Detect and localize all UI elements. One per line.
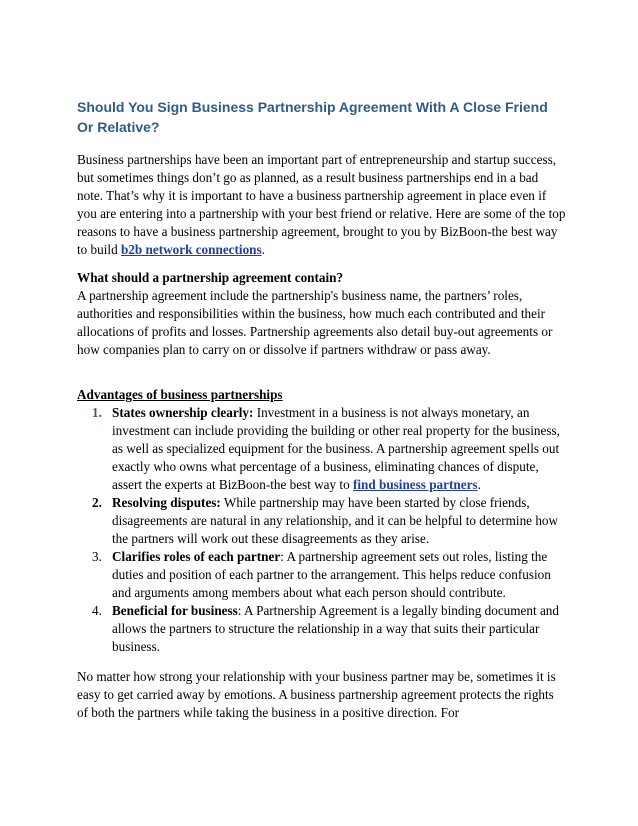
list-item-end: . — [477, 477, 481, 492]
list-item-label: States ownership clearly: — [112, 405, 254, 420]
list-item — [77, 602, 567, 656]
list-item — [77, 548, 567, 602]
document-title: Should You Sign Business Partnership Agreement With A Close Friend Or Relative? — [77, 99, 548, 135]
list-item-text: Investment in a business is not always monetary, an investment can include providing the building or other real property for the business, as well as specialized equipment for the business. A partnership agreement spells out exactly who owns what percentage of a business, eliminating chances of dispute, assert the experts at BizBoon-the best way to — [112, 405, 560, 492]
closing-paragraph: No matter how strong your relationship with your business partner may be, sometimes it is easy to get carried away by emotions. A business partnership agreement protects the rights of both the partners while taking the business in a positive direction. For — [77, 669, 556, 720]
b2b-network-link[interactable]: b2b network connections — [120, 242, 262, 257]
section-heading-contents: What should a partnership agreement contain? — [77, 270, 344, 285]
list-item — [77, 494, 567, 548]
intro-text: Business partnerships have been an important part of entrepreneurship and startup success, but sometimes things don’t go as planned, as a result business partnerships end in a bad note. That’s why it is important to have a business partnership agreement in place even if you are entering into a partnership with your best friend or relative. Here are some of the top reasons to have a business partnership agreement, brought to you by BizBoon-the best way to build — [77, 152, 566, 257]
intro-paragraph — [77, 151, 567, 259]
contents-paragraph: A partnership agreement include the partnership's business name, the partners’ roles, authorities and responsibilities within the business, how much each contributed and their allocations of profits and losses. Partnership agreements also detail buy-out agreements or how companies plan to carry on or dissolve if partners withdraw or pass away. — [77, 288, 553, 357]
section-heading-advantages: Advantages of business partnerships — [77, 387, 283, 402]
list-item-label: Beneficial for business — [112, 603, 238, 618]
list-number: 1. — [92, 405, 102, 420]
list-item-label: Clarifies roles of each partner — [112, 549, 281, 564]
list-item — [77, 404, 567, 494]
intro-end: . — [261, 242, 265, 257]
list-number: 2. — [92, 495, 102, 510]
list-item-text: : A partnership agreement sets out roles, listing the duties and position of each partner to the arrangement. This helps reduce confusion and arguments among members about what each person should contribute. — [112, 549, 551, 600]
list-number: 4. — [92, 603, 102, 618]
list-item-label: Resolving disputes: — [112, 495, 221, 510]
list-item-text: : A Partnership Agreement is a legally binding document and allows the partners to structure the relationship in a way that suits their particular business. — [112, 603, 559, 654]
advantages-list — [77, 404, 567, 656]
list-item-text: While partnership may have been started by close friends, disagreements are natural in any relationship, and it can be helpful to determine how the partners will work out these disagreements as they arise. — [112, 495, 559, 546]
find-business-partners-link[interactable]: find business partners — [352, 477, 478, 492]
list-number: 3. — [92, 549, 102, 564]
